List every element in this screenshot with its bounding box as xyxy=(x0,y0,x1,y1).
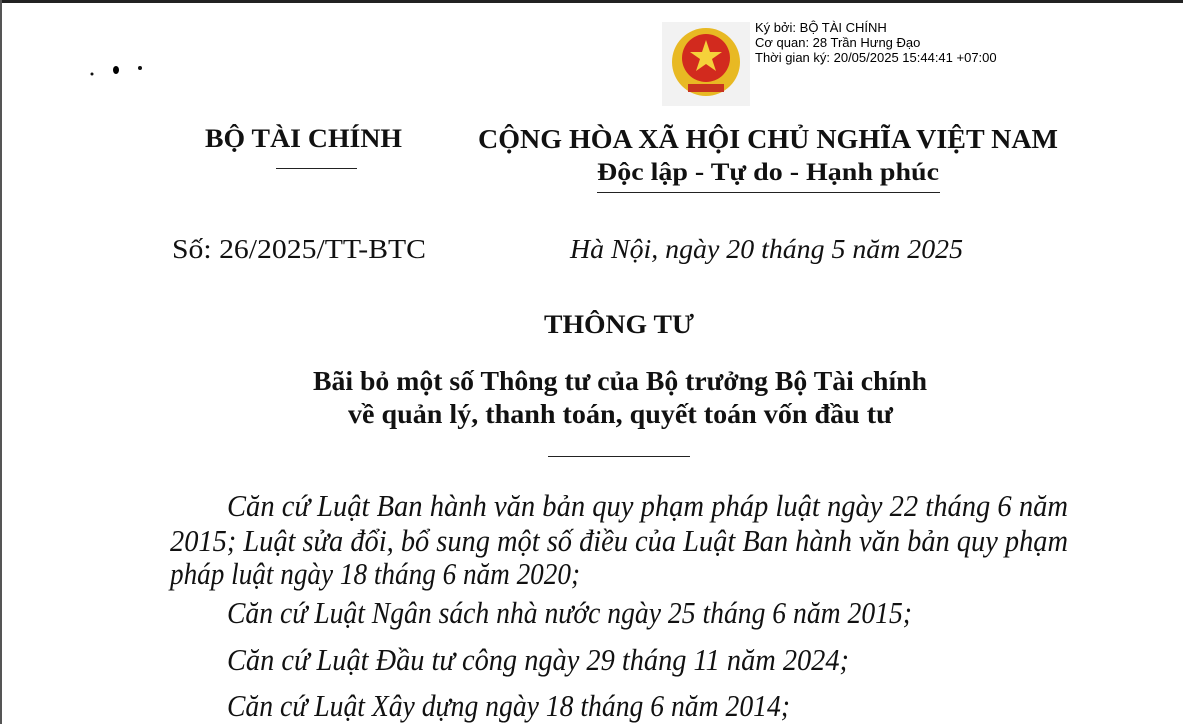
scan-speck-marks xyxy=(90,62,150,82)
window-top-edge xyxy=(0,0,1183,3)
body-line: 2015; Luật sửa đổi, bổ sung một số điều của Luật Ban hành văn bản quy phạm xyxy=(170,523,1068,558)
issuer-underline xyxy=(276,168,357,169)
title-line: về quản lý, thanh toán, quyết toán vốn đầu tư xyxy=(348,399,893,429)
body-line: Căn cứ Luật Đầu tư công ngày 29 tháng 11 năm 2024; xyxy=(227,642,849,677)
place-date: Hà Nội, ngày 20 tháng 5 năm 2025 xyxy=(570,234,963,264)
country-name: CỘNG HÒA XÃ HỘI CHỦ NGHĨA VIỆT NAM xyxy=(478,124,1058,154)
digital-signature-info xyxy=(755,20,997,65)
signed-by: Ký bởi: BỘ TÀI CHÍNH xyxy=(755,20,887,35)
national-emblem-icon xyxy=(662,22,750,106)
body-line: Căn cứ Luật Xây dựng ngày 18 tháng 6 năm 2014; xyxy=(227,688,790,723)
body-line: Căn cứ Luật Ngân sách nhà nước ngày 25 tháng 6 năm 2015; xyxy=(227,595,912,630)
title-line: Bãi bỏ một số Thông tư của Bộ trưởng Bộ Tài chính xyxy=(313,366,927,396)
issuer-name: BỘ TÀI CHÍNH xyxy=(205,124,402,153)
window-left-edge xyxy=(0,0,2,724)
document-number: Số: 26/2025/TT-BTC xyxy=(172,234,426,264)
body-line: pháp luật ngày 18 tháng 6 năm 2020; xyxy=(170,556,580,591)
document-type: THÔNG TƯ xyxy=(544,310,694,339)
motto-underline xyxy=(597,192,940,193)
signing-time: Thời gian ký: 20/05/2025 15:44:41 +07:00 xyxy=(755,50,997,65)
title-underline xyxy=(548,456,690,457)
motto: Độc lập - Tự do - Hạnh phúc xyxy=(597,159,939,186)
signing-agency: Cơ quan: 28 Trần Hưng Đạo xyxy=(755,35,921,50)
body-line: Căn cứ Luật Ban hành văn bản quy phạm pháp luật ngày 22 tháng 6 năm xyxy=(227,488,1068,523)
